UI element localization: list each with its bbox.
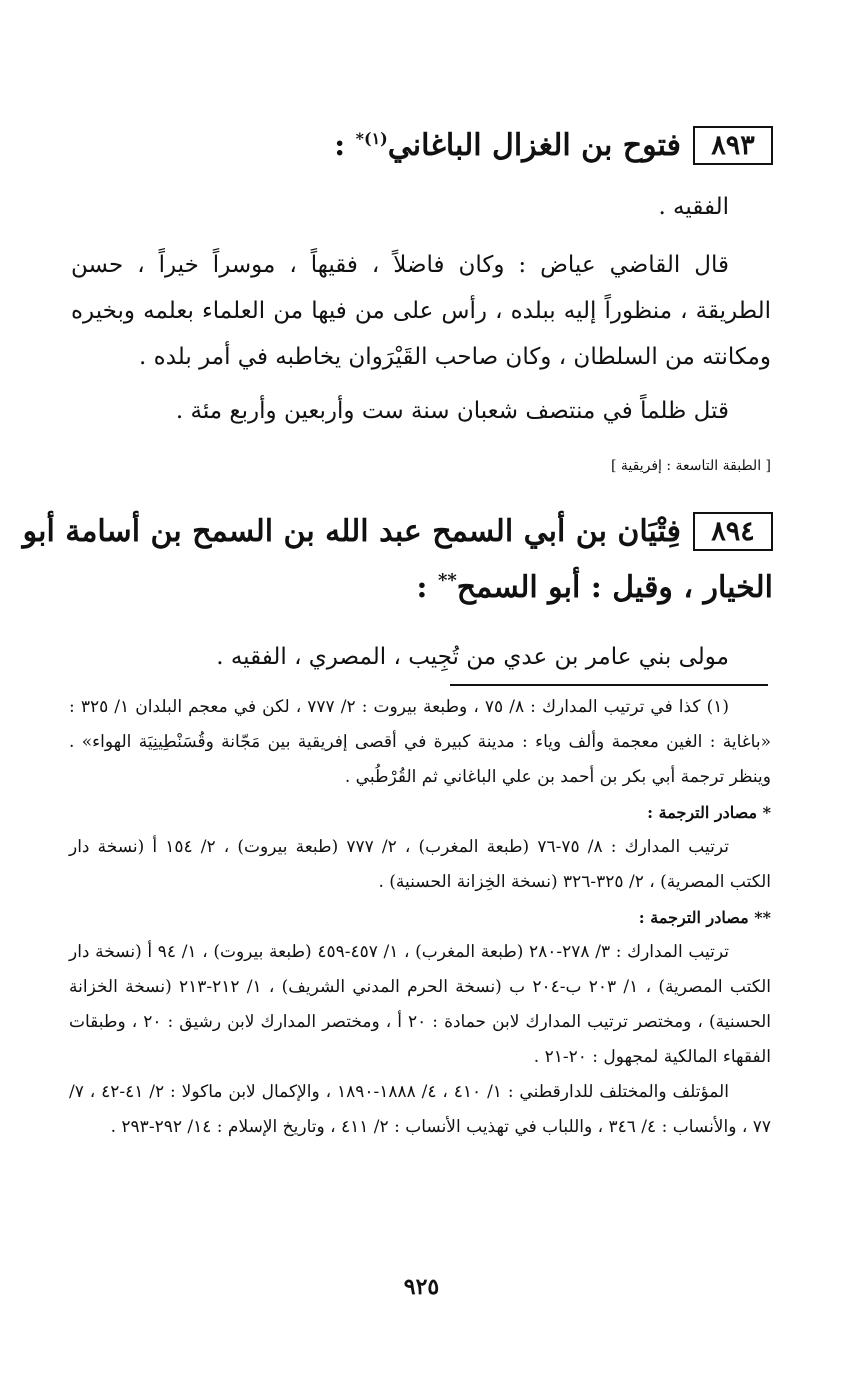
sources-heading-2: ** مصادر الترجمة : [638, 908, 771, 927]
footnote-divider [450, 684, 768, 686]
sources-2: ترتيب المدارك : ٣/ ٢٧٨-٢٨٠ (طبعة المغرب) ، ١/ ٤٥٧-٤٥٩ (طبعة بيروت) ، ١/ ٩٤ أ (نسخة دار الكتب المصرية) ، ١/ ٢٠٣ ب-٢٠٤ ب (نسخة الحرم المدني الشريف) ، ١/ ٢١٢-٢١٣ (نسخة الخزانة الحسنية) ، ومختصر ترتيب المدارك لابن حمادة : ٢٠ أ ، ومختصر المدارك لابن رشيق : ٢٠ ، وطبقات الفقهاء المالكية لمجهول : ٢٠-٢١ . [69, 942, 772, 1067]
sources-2b: المؤتلف والمختلف للدارقطني : ١/ ٤١٠ ، ٤/ ١٨٨٨-١٨٩٠ ، والإكمال لابن ماكولا : ٢/ ٤١-٤٢ ، ٧/ ٧٧ ، والأنساب : ٤/ ٣٤٦ ، واللباب في تهذيب الأنساب : ٢/ ٤١١ ، وتاريخ الإسلام : ١٤/ ٢٩٢-٢٩٣ . [69, 1082, 771, 1137]
classification-note: [ الطبقة التاسعة : إفريقية ] [611, 458, 771, 474]
entry-893-para2: قتل ظلماً في منتصف شعبان سنة ست وأربعين وأربع مئة . [175, 398, 729, 424]
entry-894-title-line1: فِتْيَان بن أبي السمح عبد الله بن السمح بن أسامة أبو [22, 513, 681, 549]
entry-894-body [71, 634, 771, 680]
entry-number-894: ٨٩٤ [693, 512, 773, 551]
footnote-marker: (١)* [355, 128, 388, 148]
entry-893-para1: قال القاضي عياض : وكان فاضلاً ، فقيهاً ، موسراً خيراً ، حسن الطريقة ، منظوراً إليه ببلده ، رأس على من فيها من العلماء بعلمه وبخيره ومكانته من السلطان ، وكان صاحب القَيْرَوان يخاطبه في أمر بلده . [71, 252, 771, 370]
entry-number-893: ٨٩٣ [693, 126, 773, 165]
footnote-marker: ** [437, 570, 457, 591]
entry-894-line1: مولى بني عامر بن عدي من تُجِيب ، المصري ، الفقيه . [216, 644, 729, 670]
sources-heading-1: * مصادر الترجمة : [647, 803, 771, 822]
entry-894-title-line2: الخيار ، وقيل : أبو السمح** : [416, 570, 773, 605]
page-number: ٩٢٥ [403, 1274, 440, 1300]
entry-893-line1: الفقيه . [658, 194, 729, 220]
entry-893-title: فتوح بن الغزال الباغاني$^{(١)*}$ : [334, 127, 681, 163]
entry-894-heading [23, 512, 773, 551]
entry-893-body [71, 184, 771, 434]
footnotes [69, 690, 771, 1145]
sources-1: ترتيب المدارك : ٨/ ٧٥-٧٦ (طبعة المغرب) ، ٢/ ٧٧٧ (طبعة بيروت) ، ٢/ ١٥٤ أ (نسخة دار الكتب المصرية) ، ٢/ ٣٢٥-٣٢٦ (نسخة الخِزانة الحسنية) . [69, 837, 771, 892]
entry-893-heading [334, 126, 773, 165]
footnote-1: (١) كذا في ترتيب المدارك : ٨/ ٧٥ ، وطبعة بيروت : ٢/ ٧٧٧ ، لكن في معجم البلدان ١/ ٣٢٥ : «باغاية : الغين معجمة وألف وياء : مدينة كبيرة في أقصى إفريقية بين مَجّانة وقُسَنْطِينِيَة الهواء» . وينظر ترجمة أبي بكر بن أحمد بن علي الباغاني ثم القُرْطُبي . [69, 697, 771, 787]
